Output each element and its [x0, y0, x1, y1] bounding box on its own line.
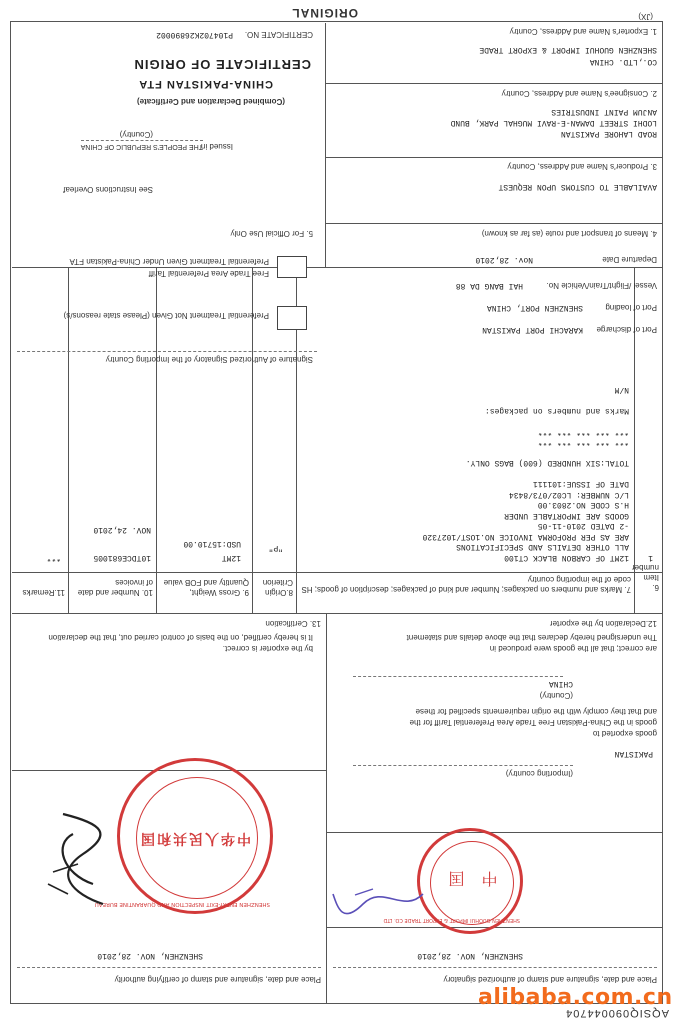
box4-label: 4. Means of transport and route (as far as known)	[481, 229, 657, 238]
signature-line	[17, 967, 321, 968]
description-line	[299, 394, 629, 405]
col8-header: 8.Origin Criterion	[262, 578, 293, 597]
description-line: ALL OTHER DETAILS AND SPECIFICATIONS	[456, 542, 629, 552]
authority-signature	[33, 804, 113, 914]
col6-header: 6. Item number	[631, 563, 659, 592]
option-not-given: Preferential Treatment Not Given (Please state reasons/s)	[63, 311, 269, 320]
declaration-line: are correct; that all the goods were produced in	[489, 644, 657, 653]
country-line	[353, 676, 563, 677]
declaration-line: goods exported to	[592, 729, 657, 738]
country-caption: (Country)	[119, 130, 153, 139]
exporter-signature	[323, 874, 433, 934]
box1-label: 1. Exporter's Name and Address, Country	[509, 27, 657, 36]
title-fta: CHINA-PAKISTAN FTA	[138, 78, 273, 90]
exporter-place-date: SHENZHEN, NOV. 28,2010	[417, 951, 523, 960]
description-line: L/C NUMBER: LC02/073/8434	[508, 490, 629, 499]
certification-line: It is hereby certified, on the basis of control carried out, that the declaration	[48, 633, 313, 642]
importing-caption: (Importing country)	[505, 769, 573, 778]
title-certificate: CERTIFICATE OF ORIGIN	[133, 57, 311, 72]
consignee-line: LODHI STREET DAMAN-E-RAVI MUGHAL PARK, BUND	[450, 118, 657, 127]
produced-country: CHINA	[548, 679, 573, 688]
fob-value: USD:15710.00	[183, 539, 241, 548]
col9-header: 9. Gross Weight, Quantity and FOB value	[163, 578, 249, 597]
importing-country: PAKISTAN	[614, 749, 653, 758]
remarks-value: ***	[46, 553, 61, 562]
subtitle: (Combined Declaration and Certificate)	[136, 97, 285, 106]
signature-caption: Signature of Authorized Signatory of the Importing Country	[105, 355, 313, 364]
description-line	[299, 415, 629, 426]
divider	[12, 613, 663, 614]
certificate-no-label: CERTIFICATE NO.	[244, 30, 313, 39]
issued-in-value: THE PEOPLE'S REPUBLIC OF CHINA	[81, 140, 203, 151]
description-line: Marks and numbers on packages:	[484, 406, 629, 415]
stamp-ring-text: SHENZHEN GUOHUI IMPORT & EXPORT TRADE CO. LTD	[383, 917, 520, 923]
original-label: ORIGINAL	[291, 6, 358, 20]
box13-label: 13. Certification	[265, 619, 321, 628]
authority-place-date: SHENZHEN, NOV. 28,2010	[97, 951, 203, 960]
importing-line	[353, 765, 573, 766]
invoice-date: NOV. 24,2010	[93, 525, 151, 534]
certification-line: by the exporter is correct.	[222, 644, 313, 653]
description-line: 12MT OF CARBON BLACK CT100	[504, 553, 629, 562]
col10-header: 10. Number and date of invoices	[77, 578, 153, 597]
exporter-line: SHENZHEN GUOHUI IMPORT & EXPORT TRADE	[479, 45, 657, 54]
description-line: H.S CODE NO.2803.00	[537, 500, 629, 510]
stamp-center-text: 中 国	[442, 869, 498, 888]
divider	[326, 223, 663, 224]
col11-header: 11.Remarks	[22, 588, 65, 597]
divider	[326, 157, 663, 158]
exporter-line: CO.,LTD. CHINA	[589, 57, 657, 66]
goods-description	[299, 384, 629, 563]
stamp-ring-text: SHENZHEN ENTRY-EXIT INSPECTION AND QUARANTINE BUREAU	[94, 901, 270, 907]
producer-line: AVAILABLE TO CUSTOMS UPON REQUEST	[498, 182, 657, 191]
description-line	[299, 447, 629, 458]
declaration-line: and that they comply with the origin requirements specified for these	[415, 707, 657, 716]
description-line: *** *** *** *** ***	[537, 427, 629, 436]
preferential-not-given-checkbox[interactable]	[277, 306, 307, 330]
certificate-no-value: P104702K26890002	[156, 30, 233, 39]
col7-header: 7. Marks and numbers on packages; Number and kind of packages; description of goods; HS code of the importing country	[301, 575, 631, 594]
description-line: ARE AS PER PROFORMA INVOICE NO.1OST/1027320	[422, 532, 629, 541]
declaration-line: The undersigned hereby declares that the above details and statement	[406, 633, 657, 642]
origin-criterion: "P"	[268, 543, 283, 552]
option-given: Preferential Treatment Given Under China-Pakistan FTA	[69, 257, 269, 266]
description-line	[299, 468, 629, 479]
divider	[326, 83, 663, 84]
departure-value: Nov. 28,2010	[475, 255, 533, 264]
country-caption: (Country)	[539, 691, 573, 700]
invoice-number: 10TDCE681005	[93, 553, 151, 562]
divider	[327, 832, 663, 833]
gross-weight: 12MT	[221, 553, 241, 562]
departure-label: Departure Date	[602, 255, 657, 264]
instructions: See Instructions Overleaf	[63, 185, 153, 194]
description-line: DATE OF ISSUE:101111	[532, 479, 629, 489]
serial-number: AQSIQ090044704	[565, 1007, 669, 1019]
vessel-value: HAI BANG DA 88	[455, 281, 523, 290]
preferential-given-checkbox[interactable]	[277, 256, 307, 278]
divider	[325, 23, 326, 268]
exporter-caption: Place and date, signature and stamp of authorized signatory	[443, 975, 657, 984]
discharge-label: Port of discharge	[596, 325, 657, 334]
loading-value: SHENZHEN PORT, CHINA	[486, 303, 583, 312]
watermark: alibaba.com.cn	[478, 985, 673, 1010]
description-line: TOTAL:SIX HUNDRED (600) BAGS ONLY.	[465, 458, 629, 468]
signature-line	[333, 967, 657, 968]
discharge-value: KARACHI PORT PAKISTAN	[482, 325, 583, 334]
consignee-line: ROAD LAHORE PAKISTAN	[560, 129, 657, 138]
box3-label: 3. Producer's Name and Address, Country	[507, 162, 657, 171]
stamp-center-text: 中华人民共和国	[139, 830, 251, 846]
corner-mark: (JX)	[638, 12, 653, 21]
description-line: -2 DATED 2010-11-05	[537, 521, 629, 531]
option-given-sub: Free Trade Area Preferential Tariff	[148, 269, 269, 278]
issued-in-label: Issued in	[200, 142, 233, 151]
authority-stamp	[94, 758, 273, 914]
vessel-label: Vessel /Flight/Train/Vehicle No.	[546, 281, 657, 290]
box5-label: 5. For Official Use Only	[230, 229, 313, 238]
signature-line	[17, 351, 317, 352]
divider	[12, 572, 663, 573]
authority-caption: Place and date, signature and stamp of certifying authority	[114, 975, 321, 984]
description-line: GOODS ARE IMPORTABLE UNDER	[504, 511, 629, 520]
description-line: N/M	[614, 385, 629, 394]
declaration-line: goods in the China-Pakistan Free Trade Area Preferential Tariff for the	[409, 718, 657, 727]
divider	[326, 614, 327, 1004]
loading-label: Port of loading	[605, 303, 657, 312]
consignee-line: ANJUM PAINT INDUSTRIES	[551, 107, 657, 116]
item-number: 1	[648, 553, 653, 562]
divider	[12, 267, 663, 268]
box12-label: 12.Declaration by the exporter	[549, 619, 657, 628]
box2-label: 2. Consignee's Name and Address, Country	[501, 89, 657, 98]
description-line: *** *** *** *** ***	[537, 437, 629, 447]
